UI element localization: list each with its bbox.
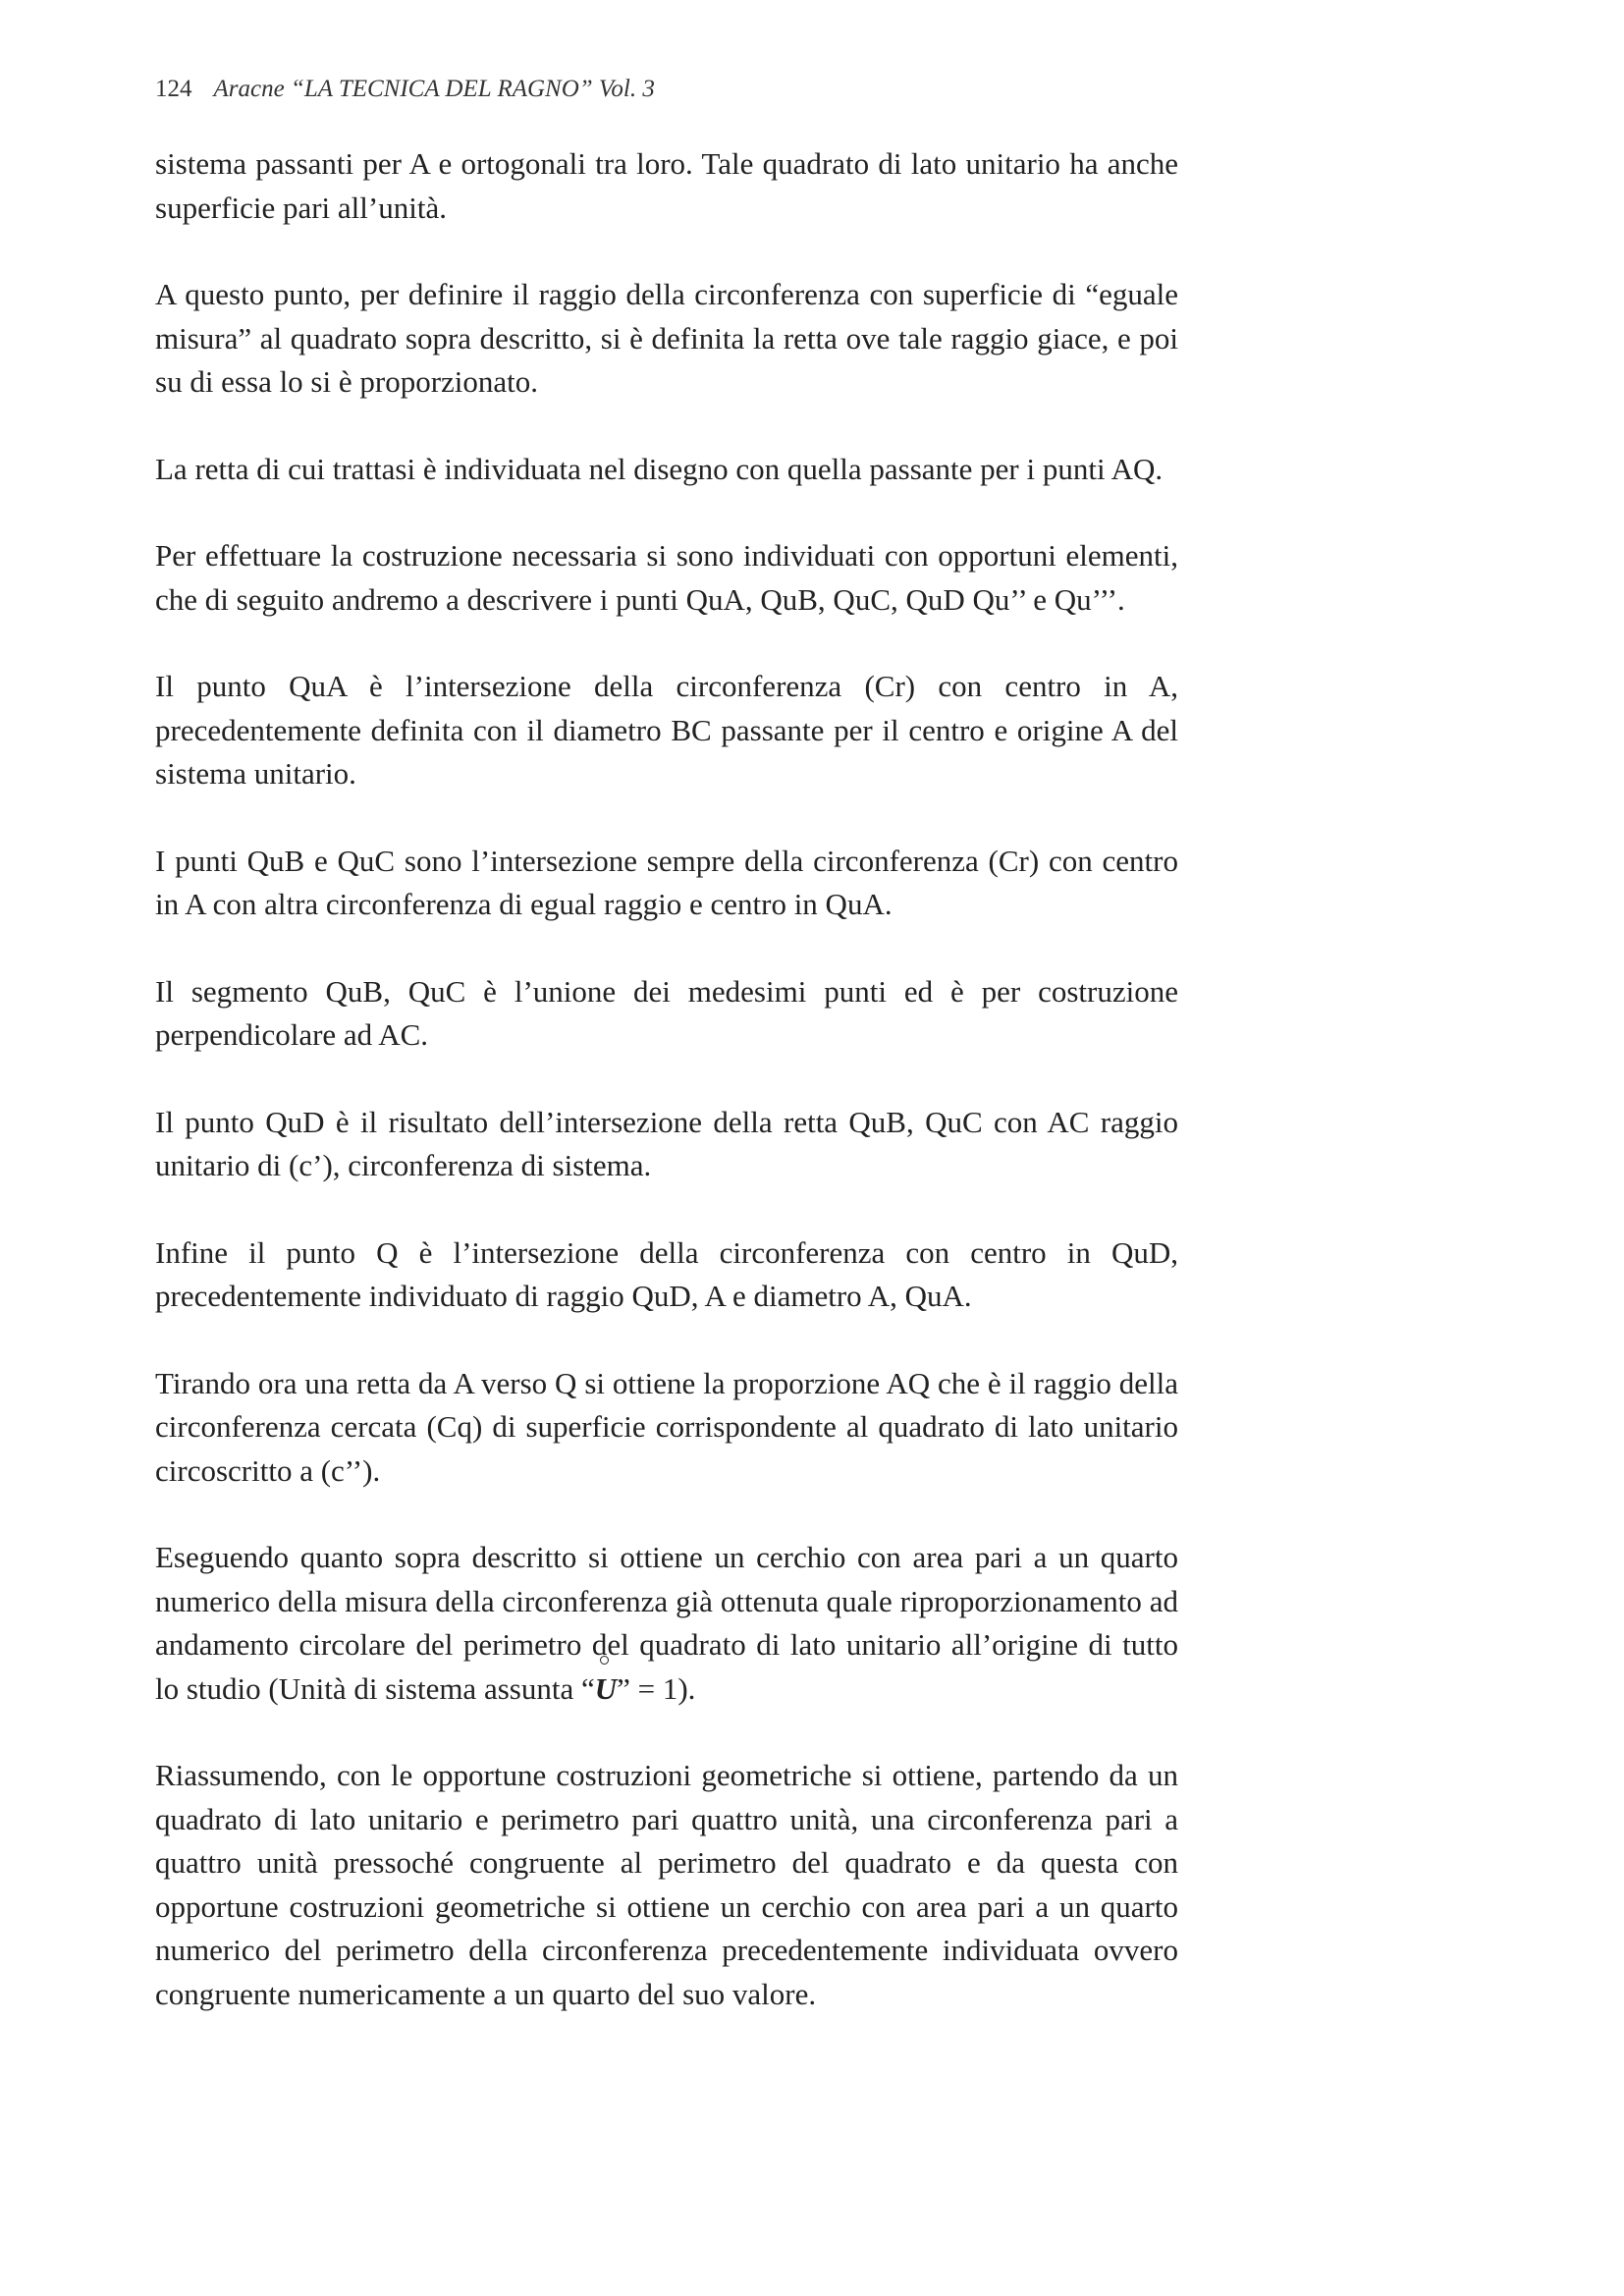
paragraph-unit-definition bbox=[155, 1536, 1178, 1711]
paragraph-text-after: ” = 1). bbox=[617, 1670, 696, 1706]
paragraph: A questo punto, per definire il raggio della circonferenza con superficie di “eguale misura” al quadrato sopra descritto, si è definita la retta ove tale raggio giace, e poi su di essa lo si è proporzionato. bbox=[155, 277, 1178, 399]
body-text bbox=[155, 142, 1178, 2016]
paragraph: Il punto QuA è l’intersezione della circonferenza (Cr) con centro in A, precedentemente definita con il diametro BC passante per il centro e origine A del sistema unitario. bbox=[155, 669, 1178, 791]
paragraph: La retta di cui trattasi è individuata nel disegno con quella passante per i punti AQ. bbox=[155, 451, 1164, 486]
paragraph: Il punto QuD è il risultato dell’intersezione della retta QuB, QuC con AC raggio unitario di (c’), circonferenza di sistema. bbox=[155, 1104, 1178, 1182]
paragraph-text-before: Eseguendo quanto sopra descritto si ottiene un cerchio con area pari a un quarto numerico della misura della circonferenza già ottenuta quale riproporzionamento ad andamento circolare del perimetro del quadrato di lato unitario all’origine di tutto lo studio (Unità di sistema assunta “ bbox=[155, 1540, 1178, 1706]
ring-accent-icon bbox=[600, 1656, 609, 1665]
book-page bbox=[155, 0, 1178, 2296]
paragraph: Tirando ora una retta da A verso Q si ottiene la proporzione AQ che è il raggio della circonferenza cercata (Cq) di superficie corrispondente al quadrato di lato unitario circoscritto a (c’’). bbox=[155, 1365, 1178, 1488]
paragraph: Il segmento QuB, QuC è l’unione dei medesimi punti ed è per costruzione perpendicolare ad AC. bbox=[155, 973, 1178, 1052]
paragraph: Per effettuare la costruzione necessaria si sono individuati con opportuni elementi, che di seguito andremo a descrivere i punti QuA, QuB, QuC, QuD Qu’’ e Qu’’’. bbox=[155, 538, 1178, 617]
unit-symbol-letter: U bbox=[594, 1670, 618, 1706]
paragraph: Infine il punto Q è l’intersezione della circonferenza con centro in QuD, precedentemente individuato di raggio QuD, A e diametro A, QuA. bbox=[155, 1234, 1178, 1313]
paragraph: sistema passanti per A e ortogonali tra loro. Tale quadrato di lato unitario ha anche superficie pari all’unità. bbox=[155, 146, 1178, 225]
unit-symbol bbox=[595, 1667, 617, 1712]
paragraph: I punti QuB e QuC sono l’intersezione sempre della circonferenza (Cr) con centro in A con altra circonferenza di egual raggio e centro in QuA. bbox=[155, 843, 1178, 921]
paragraph: Riassumendo, con le opportune costruzioni geometriche si ottiene, partendo da un quadrato di lato unitario e perimetro pari quattro unità, una circonferenza pari a quattro unità pressoché congruente al perimetro del quadrato e da questa con opportune costruzioni geometriche si ottiene un cerchio con area pari a un quarto numerico del perimetro della circonferenza precedentemente individuata ovvero congruente numericamente a un quarto del suo valore. bbox=[155, 1758, 1178, 2011]
running-header bbox=[155, 73, 655, 106]
page-number: 124 bbox=[155, 76, 192, 102]
book-title: Aracne “LA TECNICA DEL RAGNO” Vol. 3 bbox=[213, 76, 655, 102]
